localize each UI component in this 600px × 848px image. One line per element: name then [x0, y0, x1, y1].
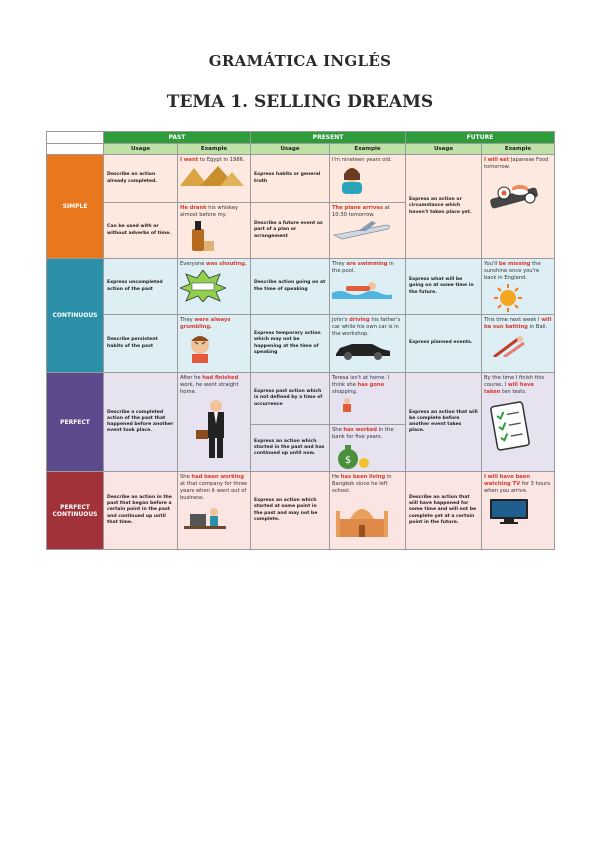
example-cell: I will have been watching TV for 3 hours when you arrive. — [482, 472, 555, 550]
subheader-example: Example — [330, 144, 406, 155]
row-label-continuous: CONTINUOUS — [47, 259, 104, 373]
usage-cell: Can be used with or without adverbs of time. — [104, 203, 178, 259]
usage-cell: Describe an action that will have happened for some time and will not be complete yet at a certain point in the future. — [406, 472, 482, 550]
pyramids-icon — [180, 166, 246, 186]
example-cell: She had been working at that company for three years when it went out of business. — [178, 472, 251, 550]
usage-cell: Describe a completed action of the past that happened before another event took place. — [104, 373, 178, 472]
usage-cell: Express an action which started at some point in the past and may not be complete. — [251, 472, 330, 550]
example-cell: After he had finished work, he went straight home. — [178, 373, 251, 472]
table-corner — [47, 132, 104, 144]
example-cell: She has worked in the bank for five years. $ — [330, 425, 406, 472]
girl-icon — [332, 166, 372, 194]
plane-icon — [332, 221, 392, 241]
subheader-usage: Usage — [104, 144, 178, 155]
usage-cell: Express an action that will be complete before another event takes place. — [406, 373, 482, 472]
whiskey-bottle-icon — [180, 221, 220, 251]
header-past: PAST — [104, 132, 251, 144]
usage-cell: Express habits or general truth — [251, 155, 330, 203]
example-cell: They are swimming in the pool. — [330, 259, 406, 315]
example-cell: The plane arrives at 10:30 tomorrow. — [330, 203, 406, 259]
usage-cell: Express what will be going on at some time in the future. — [406, 259, 482, 315]
car-icon — [332, 340, 392, 360]
example-cell: John's driving his father's car while his own car is in the workshop. — [330, 315, 406, 373]
usage-cell: Describe an action in the past that began before a certain point in the past and continued up until that time. — [104, 472, 178, 550]
example-cell: He has been living in Bangkok since he left school. — [330, 472, 406, 550]
checklist-icon — [484, 398, 534, 454]
example-cell: I'm nineteen years old. — [330, 155, 406, 203]
usage-cell: Express temporary action which may not be happening at the time of speaking — [251, 315, 330, 373]
example-cell: By the time I finish this course, I will have taken ten tests. — [482, 373, 555, 472]
subheader-example: Example — [482, 144, 555, 155]
angry-boy-icon — [180, 333, 220, 363]
example-cell: He drank his whiskey almost before my. — [178, 203, 251, 259]
example-cell: I went to Egypt in 1986. — [178, 155, 251, 203]
example-cell: You'll be missing the sunshine once you're back in England. — [482, 259, 555, 315]
header-present: PRESENT — [251, 132, 406, 144]
usage-cell: Express planned events. — [406, 315, 482, 373]
swimmer-icon — [332, 277, 392, 299]
usage-cell: Describe an action already completed. — [104, 155, 178, 203]
row-label-perfect: PERFECT — [47, 373, 104, 472]
usage-cell: Describe action going on at the time of speaking — [251, 259, 330, 315]
businessman-icon — [180, 398, 240, 460]
example-cell: Everyone was shouting. — [178, 259, 251, 315]
subheader-example: Example — [178, 144, 251, 155]
svg-text:$: $ — [344, 455, 352, 467]
temple-icon — [332, 497, 392, 537]
sushi-icon — [484, 173, 544, 213]
usage-cell: Describe a future event as part of a plan or arrangement — [251, 203, 330, 259]
row-label-simple: SIMPLE — [47, 155, 104, 259]
example-cell: This time next week I will be sun bathing in Bali. — [482, 315, 555, 373]
example-cell: I will eat Japanese Food tomorrow. — [482, 155, 555, 259]
subheader-usage: Usage — [251, 144, 330, 155]
sun-icon — [484, 284, 524, 312]
shopping-woman-icon — [332, 398, 362, 412]
subheader-usage: Usage — [406, 144, 482, 155]
office-worker-icon — [180, 504, 230, 534]
example-cell: Teresa isn't at home. I think she has gone shopping. — [330, 373, 406, 425]
usage-cell: Express past action which is not defined by a time of occurrence — [251, 373, 330, 425]
document-title: GRAMÁTICA INGLÉS — [208, 52, 392, 70]
sunbather-icon — [484, 333, 534, 357]
header-future: FUTURE — [406, 132, 555, 144]
money-bag-icon — [332, 443, 372, 469]
tv-icon — [484, 497, 534, 525]
row-label-perfect-continuous: PERFECT CONTINUOUS — [47, 472, 104, 550]
usage-cell: Express an action which started in the past and has continued up until now. — [251, 425, 330, 472]
example-cell: They were always grumbling. — [178, 315, 251, 373]
tenses-table — [46, 131, 555, 550]
document-subtitle: TEMA 1. SELLING DREAMS — [166, 92, 434, 112]
yell-speech-icon — [180, 270, 226, 302]
usage-cell: Express an action or circumstance which haven't taken place yet. — [406, 155, 482, 259]
table-corner-sub — [47, 144, 104, 155]
usage-cell: Describe persistent habits of the past — [104, 315, 178, 373]
usage-cell: Express uncompleted action of the past — [104, 259, 178, 315]
